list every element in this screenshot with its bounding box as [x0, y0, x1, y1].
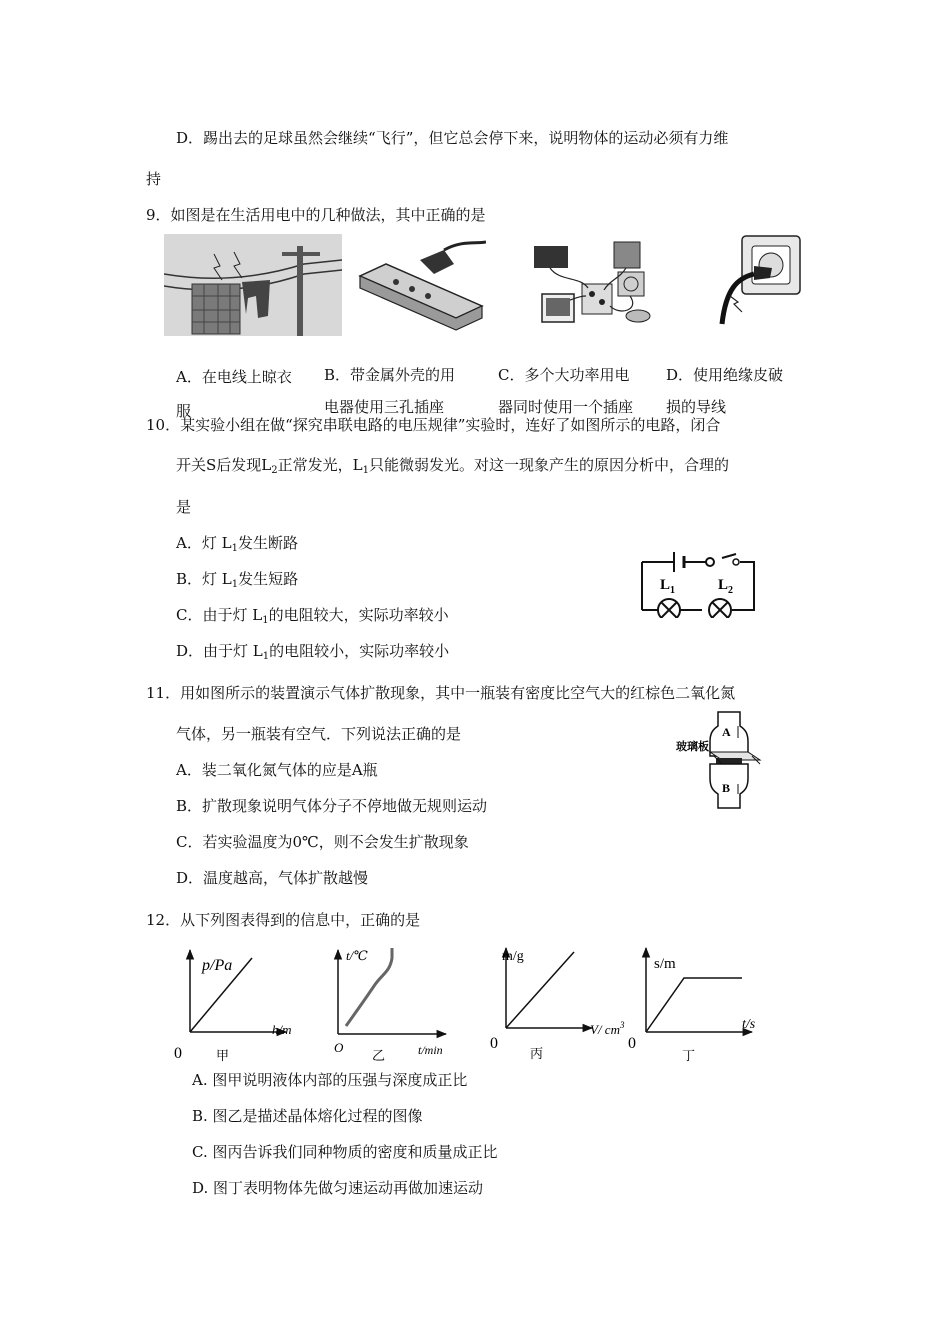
- q8-option-d-line1: D．踢出去的足球虽然会继续“飞行”，但它总会停下来，说明物体的运动必须有力维: [176, 129, 729, 147]
- q10-option-c: C．由于灯 $L_1$的电阻较大，实际功率较小: [176, 606, 449, 626]
- graph-bing: [490, 948, 625, 1061]
- q11-option-a: A．装二氧化氮气体的应是A瓶: [176, 761, 378, 779]
- graph-yi-name: 乙: [372, 1048, 386, 1063]
- q12-stem: 12．从下列图表得到的信息中，正确的是: [146, 911, 421, 929]
- l2-label: $L_2$: [718, 577, 734, 596]
- q9-stem: 9．如图是在生活用电中的几种做法，其中正确的是: [146, 206, 486, 224]
- q9-option-c-line2: 器同时使用一个插座: [498, 398, 634, 416]
- q12-option-d: D. 图丁表明物体先做匀速运动再做加速运动: [192, 1179, 484, 1197]
- q11-option-b: B．扩散现象说明气体分子不停地做无规则运动: [176, 797, 488, 815]
- graph-bing-name: 丙: [530, 1046, 544, 1061]
- q12-option-b: B. 图乙是描述晶体熔化过程的图像: [192, 1107, 423, 1125]
- q11-option-d: D．温度越高，气体扩散越慢: [176, 869, 369, 887]
- q9-option-d-line1: D．使用绝缘皮破: [666, 366, 784, 384]
- q9-option-b-line2: 电器使用三孔插座: [324, 398, 445, 416]
- bottle-b-label: B: [722, 781, 731, 795]
- graph-bing-origin: 0: [490, 1035, 498, 1052]
- series-circuit-diagram: [636, 544, 760, 618]
- graph-ding-ylabel: s/m: [654, 956, 676, 972]
- graph-jia-name: 甲: [216, 1048, 230, 1063]
- graph-bing-xlabel: V/ $cm^3$: [590, 1020, 625, 1037]
- q9-option-d-line2: 损的导线: [666, 398, 727, 416]
- glass-plate-label: 玻璃板: [676, 741, 709, 753]
- overloaded-socket-picture: [530, 236, 658, 330]
- q10-stem-line3: 是: [176, 498, 192, 516]
- q9-option-a-line2: 服: [176, 402, 192, 420]
- graph-yi-ylabel: t/℃: [346, 948, 368, 963]
- graph-bing-ylabel: m/g: [502, 949, 524, 964]
- graph-jia-ylabel: p/Pa: [202, 957, 233, 974]
- three-hole-power-strip-picture: [352, 240, 486, 332]
- q10-stem-line2: 开关S后发现$L_2$正常发光，$L_1$只能微弱发光。对这一现象产生的原因分析中，合理的: [176, 456, 729, 476]
- q8-option-d-line2: 持: [146, 170, 162, 188]
- graph-ding-origin: 0: [628, 1035, 636, 1052]
- q11-stem-line2: 气体，另一瓶装有空气．下列说法正确的是: [176, 725, 462, 743]
- graph-yi-xlabel: t/min: [418, 1043, 443, 1057]
- gas-diffusion-bottles-figure: [676, 708, 776, 812]
- q10-option-b: B．灯 $L_1$发生短路: [176, 570, 299, 590]
- q11-stem-line1: 11．用如图所示的装置演示气体扩散现象，其中一瓶装有密度比空气大的红棕色二氧化氮: [146, 684, 736, 702]
- q12-option-c: C. 图丙告诉我们同种物质的密度和质量成正比: [192, 1143, 498, 1161]
- q10-stem-line1: 10．某实验小组在做“探究串联电路的电压规律”实验时，连好了如图所示的电路，闭合: [146, 416, 721, 434]
- graph-yi-origin: O: [334, 1040, 344, 1055]
- l1-label: $L_1$: [660, 577, 676, 596]
- q9-option-a-line1: A．在电线上晾衣: [176, 368, 292, 386]
- q9-option-b-line1: B．带金属外壳的用: [324, 366, 456, 384]
- bottle-a-label: A: [722, 725, 731, 739]
- graph-jia-xlabel: h/m: [272, 1022, 292, 1037]
- q12-graphs: [160, 940, 760, 1064]
- q11-option-c: C．若实验温度为0℃，则不会发生扩散现象: [176, 833, 469, 851]
- q12-option-a: A. 图甲说明液体内部的压强与深度成正比: [192, 1071, 468, 1089]
- graph-jia-origin: 0: [174, 1045, 182, 1062]
- q9-option-c-line1: C．多个大功率用电: [498, 366, 630, 384]
- graph-ding: [628, 948, 756, 1063]
- q10-option-d: D．由于灯 $L_1$的电阻较小，实际功率较小: [176, 642, 450, 662]
- graph-ding-xlabel: t/s: [742, 1017, 756, 1032]
- graph-jia: [174, 950, 292, 1063]
- clothes-on-power-line-picture: [164, 234, 342, 336]
- q10-option-a: A．灯 $L_1$发生断路: [176, 534, 298, 554]
- damaged-insulation-wire-picture: [708, 232, 804, 328]
- graph-ding-name: 丁: [682, 1048, 696, 1063]
- graph-yi: [334, 948, 446, 1063]
